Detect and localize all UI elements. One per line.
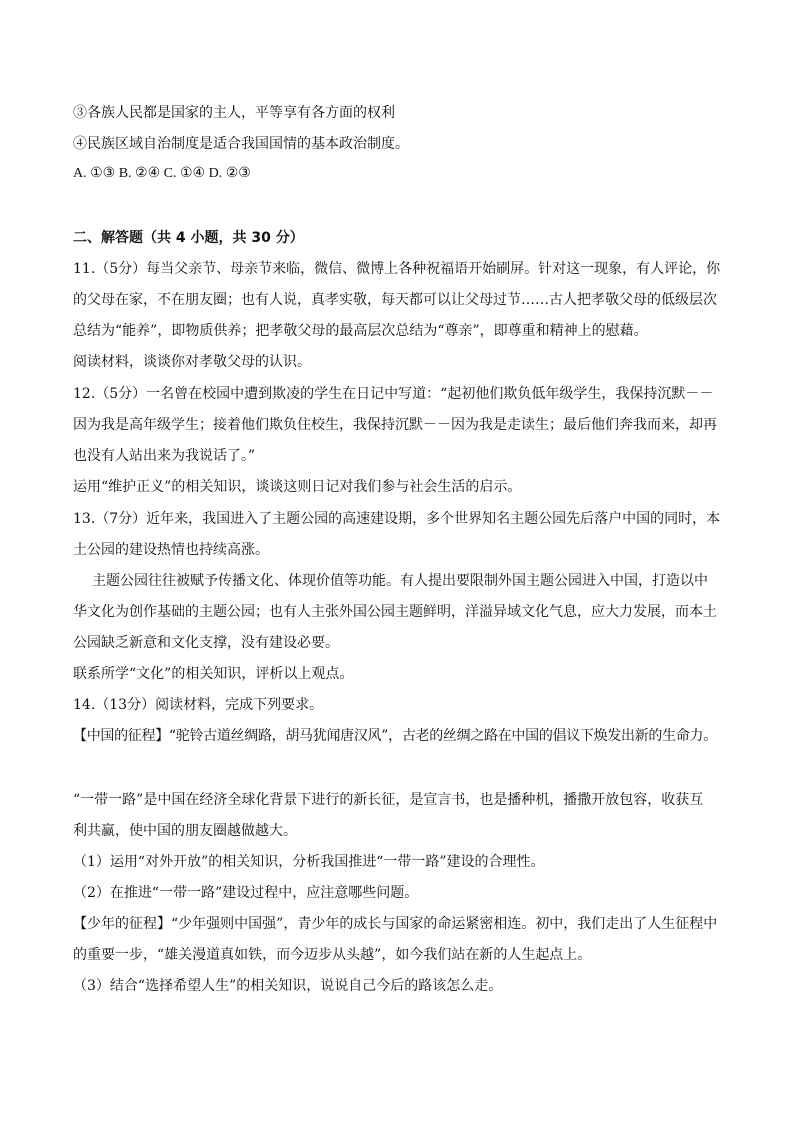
q14-sub-question-1: （1）运用“对外开放”的相关知识，分析我国推进“一带一路”建设的合理性。 <box>73 854 545 870</box>
q14-line-3: “一带一路”是中国在经济全球化背景下进行的新长征，是宣言书，也是播种机，播撒开放包容，收获互 <box>73 792 704 808</box>
q12-line-3: 也没有人站出来为我说话了。” <box>73 448 256 464</box>
q13-line-1: 13.（7分）近年来，我国进入了主题公园的高速建设期，多个世界知名主题公园先后落户中国的同时，本 <box>73 511 721 527</box>
q11-line-2: 的父母在家，不在朋友圈；也有人说，真孝实敬，每天都可以让父母过节……古人把孝敬父母的低级层次 <box>73 292 717 308</box>
q14-line-6: 的重要一步，“雄关漫道真如铁，而今迈步从头越”，如今我们站在新的人生起点上。 <box>73 947 592 963</box>
q13-line-2: 土公园的建设热情也持续高涨。 <box>73 542 269 558</box>
q14-line-4: 利共赢，使中国的朋友圈越做越大。 <box>73 823 297 839</box>
section-heading: 二、解答题（共 4 小题，共 30 分） <box>73 230 304 246</box>
option-4: ④民族区域自治制度是适合我国国情的基本政治制度。 <box>73 136 409 152</box>
q14-youth-journey: 【少年的征程】“少年强则中国强”，青少年的成长与国家的命运紧密相连。初中，我们走出了人生征程中 <box>73 916 718 932</box>
q14-sub-question-3: （3）结合“选择希望人生”的相关知识，说说自己今后的路该怎么走。 <box>73 978 503 994</box>
q13-line-4: 华文化为创作基础的主题公园；也有人主张外国公园主题鲜明，洋溢异域文化气息，应大力发展，而本土 <box>73 604 717 620</box>
q11-line-1: 11.（5分）每当父亲节、母亲节来临，微信、微博上各种祝福语开始刷屏。针对这一现象，有人评论，你 <box>73 261 721 277</box>
q13-line-3: 主题公园往往被赋予传播文化、体现价值等功能。有人提出要限制外国主题公园进入中国，打造以中 <box>92 573 708 589</box>
q11-line-3: 总结为“能养”，即物质供养；把孝敬父母的最高层次总结为“尊亲”，即尊重和精神上的慰藉。 <box>73 323 648 339</box>
q14-line-1: 14.（13分）阅读材料，完成下列要求。 <box>73 697 324 713</box>
option-3: ③各族人民都是国家的主人，平等享有各方面的权利 <box>73 105 395 121</box>
q13-prompt: 联系所学“文化”的相关知识，评析以上观点。 <box>73 666 354 682</box>
q12-line-2: 因为我是高年级学生；接着他们欺负住校生，我保持沉默－－因为我是走读生；最后他们奔我而来，却再 <box>73 417 717 433</box>
q12-prompt: 运用“维护正义”的相关知识，谈谈这则日记对我们参与社会生活的启示。 <box>73 479 522 495</box>
q13-line-5: 公园缺乏新意和文化支撑，没有建设必要。 <box>73 635 339 651</box>
q14-sub-question-2: （2）在推进“一带一路”建设过程中，应注意哪些问题。 <box>73 885 419 901</box>
q12-line-1: 12.（5分）一名曾在校园中遭到欺凌的学生在日记中写道：“起初他们欺负低年级学生，我保持沉默－－ <box>73 386 714 402</box>
q14-china-journey: 【中国的征程】“驼铃古道丝绸路，胡马犹闻唐汉风”，古老的丝绸之路在中国的倡议下焕发出新的生命力。 <box>73 728 717 744</box>
q11-prompt: 阅读材料，谈谈你对孝敬父母的认识。 <box>73 354 311 370</box>
answer-choices: A. ①③ B. ②④ C. ①④ D. ②③ <box>73 166 251 181</box>
